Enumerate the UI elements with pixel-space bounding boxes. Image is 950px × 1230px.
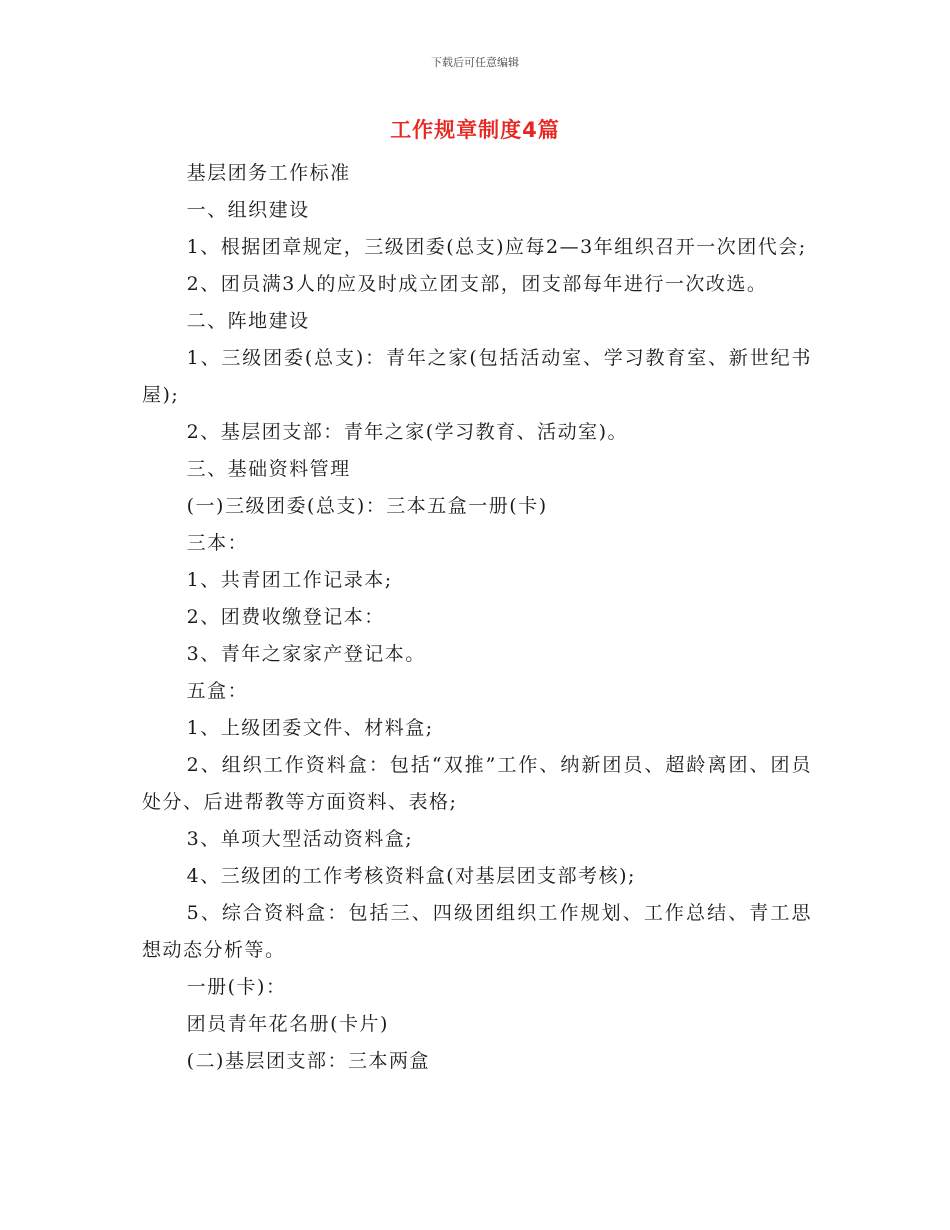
paragraph: 三本： <box>186 532 249 554</box>
paragraph: 1、上级团委文件、材料盒; <box>186 717 434 739</box>
paragraph: 1、共青团工作记录本; <box>186 569 393 591</box>
paragraph: 2、基层团支部：青年之家(学习教育、活动室)。 <box>186 421 629 443</box>
document-body <box>142 155 812 1080</box>
paragraph: 二、阵地建设 <box>186 310 310 332</box>
paragraph: (二)基层团支部：三本两盒 <box>186 1050 430 1072</box>
paragraph: 基层团务工作标准 <box>186 162 351 184</box>
header-note: 下载后可任意编辑 <box>431 56 519 69</box>
paragraph: 4、三级团的工作考核资料盒(对基层团支部考核); <box>186 865 636 887</box>
paragraph: 3、单项大型活动资料盒; <box>186 828 414 850</box>
paragraph: 一册(卡)： <box>186 976 287 998</box>
paragraph: 2、组织工作资料盒：包括“双推”工作、纳新团员、超龄离团、团员处分、后进帮教等方面资料、表格; <box>142 754 812 813</box>
paragraph: (一)三级团委(总支)：三本五盒一册(卡) <box>186 495 548 517</box>
paragraph: 2、团员满3人的应及时成立团支部，团支部每年进行一次改选。 <box>186 273 768 295</box>
paragraph: 1、三级团委(总支)：青年之家(包括活动室、学习教育室、新世纪书屋); <box>142 347 812 406</box>
document-title: 工作规章制度4篇 <box>390 118 560 142</box>
paragraph: 三、基础资料管理 <box>186 458 351 480</box>
paragraph: 3、青年之家家产登记本。 <box>186 643 426 665</box>
paragraph: 2、团费收缴登记本： <box>186 606 385 628</box>
paragraph: 5、综合资料盒：包括三、四级团组织工作规划、工作总结、青工思想动态分析等。 <box>142 902 812 961</box>
paragraph: 五盒： <box>186 680 249 702</box>
paragraph: 团员青年花名册(卡片) <box>186 1013 389 1035</box>
paragraph: 1、根据团章规定，三级团委(总支)应每2—3年组织召开一次团代会; <box>186 236 807 258</box>
paragraph: 一、组织建设 <box>186 199 310 221</box>
